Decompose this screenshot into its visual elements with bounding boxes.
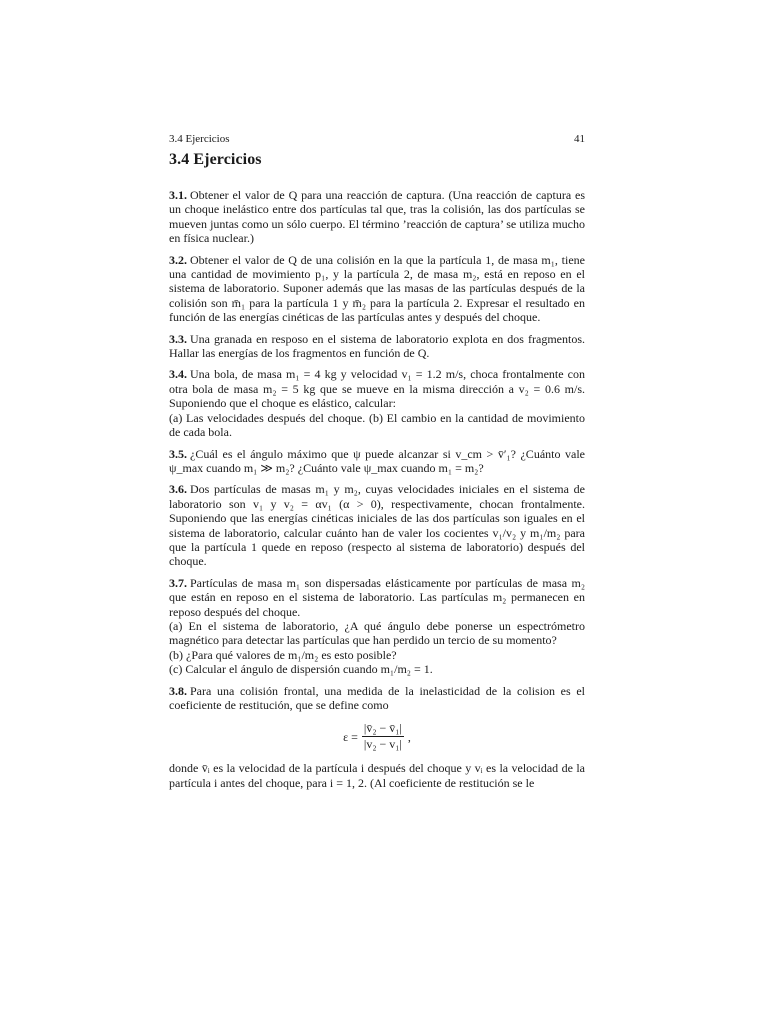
exercise-text: Una bola, de masa m₁ = 4 kg y velocidad v₁ = 1.2 m/s, choca frontalmente con otra bola de masa m₂ = 5 kg que se mueve en la misma dirección a v₂ = 0.6 m/s. Suponiendo que el choque es elástico, calcular:: [169, 367, 585, 411]
exercise-3-7: [169, 576, 585, 677]
exercise-subpart-a: (a) En el sistema de laboratorio, ¿A qué ángulo debe ponerse un espectrómetro magnético para detectar las partículas que han perdido un tercio de su momento?: [169, 618, 585, 648]
exercise-text: Obtener el valor de Q de una colisión en la que la partícula 1, de masa m₁, tiene una cantidad de movimiento p₁, y la partícula 2, de masa m₂, está en reposo en el sistema de laboratorio. Suponer además que las masas de las partículas después de la colisión son m̄₁ para la partícula 1 y m̄₂ para la partícula 2. Expresar el resultado en función de las energías cinéticas de las partículas antes y después del choque.: [169, 252, 585, 325]
exercise-paragraph: [169, 482, 585, 568]
exercise-3-6: [169, 482, 585, 568]
section-title: 3.4 Ejercicios: [169, 151, 262, 168]
exercise-paragraph: [169, 447, 585, 476]
running-head: [169, 133, 585, 149]
exercise-subpart-c: (c) Calcular el ángulo de dispersión cuando m₁/m₂ = 1.: [169, 662, 433, 677]
exercise-text: Una granada en resposo en el sistema de laboratorio explota en dos fragmentos. Hallar las energías de los fragmentos en función de Q.: [169, 331, 585, 361]
page-number: 41: [574, 133, 585, 145]
exercise-list: [169, 188, 585, 797]
equation-numerator: |v̄₂ − v̄₁|: [363, 721, 402, 736]
exercise-text: Para una colisión frontal, una medida de la inelasticidad de la colision es el coeficiente de restitución, que se define como: [169, 683, 585, 712]
exercise-paragraph: [169, 253, 585, 325]
equation-fraction: [362, 722, 404, 751]
running-title: 3.4 Ejercicios: [169, 133, 230, 145]
exercise-paragraph: [169, 367, 585, 410]
exercise-text: Partículas de masa m₁ son dispersadas elásticamente por partículas de masa m₂ que están en reposo en el sistema de laboratorio. Las partículas m₂ permanecen en reposo después del choque.: [169, 575, 585, 619]
exercise-number: 3.1.: [169, 188, 187, 202]
exercise-paragraph: [169, 188, 585, 246]
exercise-number: 3.6.: [169, 482, 187, 497]
exercise-text: ¿Cuál es el ángulo máximo que ψ puede alcanzar si v_cm > v̄′₁? ¿Cuánto vale ψ_max cuando m₁ ≫ m₂? ¿Cuánto vale ψ_max cuando m₁ = m₂?: [169, 446, 585, 475]
exercise-number: 3.5.: [169, 446, 187, 461]
exercise-number: 3.7.: [169, 575, 187, 590]
exercise-number: 3.2.: [169, 252, 187, 267]
exercise-paragraph: [169, 332, 585, 361]
exercise-text: Obtener el valor de Q para una reacción de captura. (Una reacción de captura es un choque inelástico entre dos partículas tal que, tras la colisión, las dos partículas se mueven juntas como un sólo cuerpo. El término ’reacción de captura’ se utiliza mucho en física nuclear.): [169, 188, 585, 246]
exercise-paragraph: [169, 684, 585, 713]
exercise-text: Dos partículas de masas m₁ y m₂, cuyas velocidades iniciales en el sistema de laboratorio son v₁ y v₂ = αv₁ (α > 0), respectivamente, chocan frontalmente. Suponiendo que las energías cinéticas iniciales de las dos partículas son iguales en el sistema de laboratorio, calcular cuánto han de valer los cocientes v₁/v₂ y m₁/m₂ para que la partícula 1 quede en reposo (respecto al sistema de laboratorio) después del choque.: [169, 482, 585, 569]
equation-tail: ,: [407, 729, 411, 744]
exercise-3-4: [169, 367, 585, 439]
equation-lhs: ε =: [343, 729, 358, 744]
exercise-3-8: [169, 684, 585, 791]
exercise-number: 3.3.: [169, 331, 187, 346]
exercise-3-3: [169, 332, 585, 361]
exercise-subparts: (a) Las velocidades después del choque. (b) El cambio en la cantidad de movimiento de cada bola.: [169, 410, 585, 440]
exercise-paragraph: [169, 576, 585, 619]
exercise-3-1: [169, 188, 585, 246]
exercise-subpart-b: (b) ¿Para qué valores de m₁/m₂ es esto posible?: [169, 647, 397, 662]
equation-denominator: |v₂ − v₁|: [363, 737, 402, 752]
exercise-number: 3.4.: [169, 367, 187, 382]
exercise-number: 3.8.: [169, 683, 187, 698]
exercise-3-2: [169, 253, 585, 325]
exercise-3-5: [169, 447, 585, 476]
restitution-equation: [169, 722, 585, 751]
exercise-continuation: donde v̄ᵢ es la velocidad de la partícula i después del choque y vᵢ es la velocidad de la partícula i antes del choque, para i = 1, 2. (Al coeficiente de restitución se le: [169, 761, 585, 790]
